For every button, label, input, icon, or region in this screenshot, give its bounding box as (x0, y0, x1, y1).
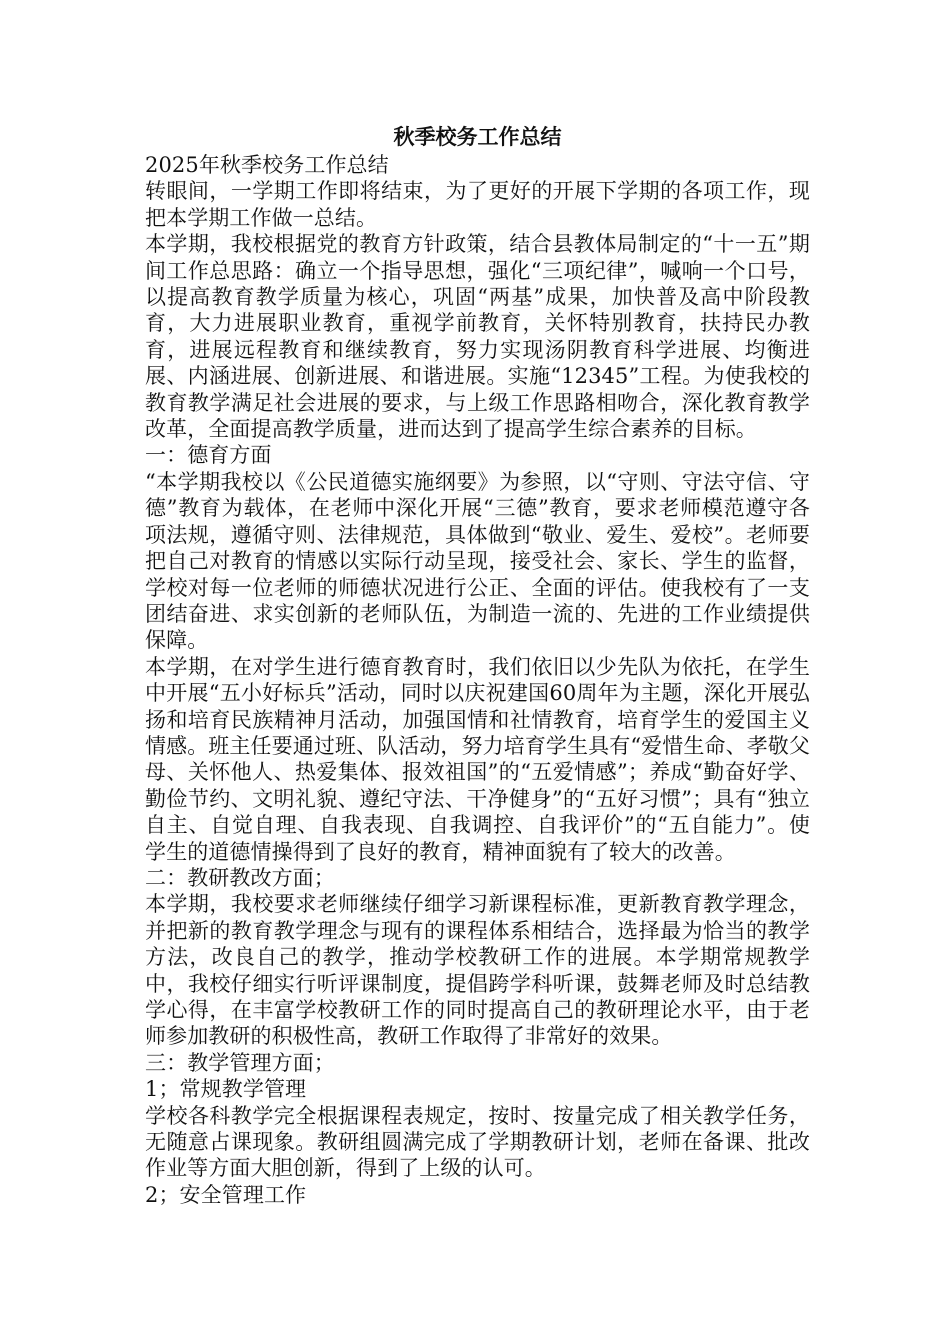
moral-paragraph-teachers: “本学期我校以《公民道德实施纲要》为参照，以“守则、守法守信、守德”教育为载体，在老师中深化开展“三德”教育，要求老师模范遵守各项法规，遵循守则、法律规范，具体做到“敬业、爱生、爱校”。老师要把自己对教育的情感以实际行动呈现，接受社会、家长、学生的监督，学校对每一位老师的师德状况进行公正、全面的评估。使我校有了一支团结奋进、求实创新的老师队伍，为制造一流的、先进的工作业绩提供保障。 (145, 469, 810, 653)
intro-paragraph: 转眼间，一学期工作即将结束，为了更好的开展下学期的各项工作，现把本学期工作做一总结。 (145, 179, 810, 230)
document-body (145, 152, 810, 1208)
section-heading-research: 二：教研教改方面； (145, 865, 335, 890)
document-page (145, 122, 810, 1208)
subtitle-line: 2025年秋季校务工作总结 (145, 153, 389, 177)
research-paragraph: 本学期，我校要求老师继续仔细学习新课程标准，更新教育教学理念，并把新的教育教学理念与现有的课程体系相结合，选择最为恰当的教学方法，改良自己的教学，推动学校教研工作的进展。本学期常规教学中，我校仔细实行听评课制度，提倡跨学科听课，鼓舞老师及时总结教学心得，在丰富学校教研工作的同时提高自己的教研理论水平，由于老师参加教研的积极性高，教研工作取得了非常好的效果。 (145, 892, 810, 1049)
routine-teaching-paragraph: 学校各科教学完全根据课程表规定，按时、按量完成了相关教学任务，无随意占课现象。教研组圆满完成了学期教研计划，老师在备课、批改作业等方面大胆创新，得到了上级的认可。 (145, 1103, 810, 1181)
document-title: 秋季校务工作总结 (393, 125, 562, 149)
section-heading-moral: 一：德育方面 (145, 443, 272, 468)
subheading-safety-management: 2；安全管理工作 (145, 1182, 307, 1207)
subheading-routine-teaching: 1；常规教学管理 (145, 1077, 307, 1102)
moral-paragraph-students: 本学期，在对学生进行德育教育时，我们依旧以少先队为依托，在学生中开展“五小好标兵”活动，同时以庆祝建国60周年为主题，深化开展弘扬和培育民族精神月活动，加强国情和社情教育，培育学生的爱国主义情感。班主任要通过班、队活动，努力培育学生具有“爱惜生命、孝敬父母、关怀他人、热爱集体、报效祖国”的“五爱情感”；养成“勤奋好学、勤俭节约、文明礼貌、遵纪守法、干净健身”的“五好习惯”；具有“独立自主、自觉自理、自我表现、自我调控、自我评价”的“五自能力”。使学生的道德情操得到了良好的教育，精神面貌有了较大的改善。 (145, 654, 810, 864)
overview-paragraph: 本学期，我校根据党的教育方针政策，结合县教体局制定的“十一五”期间工作总思路：确立一个指导思想，强化“三项纪律”，喊响一个口号，以提高教育教学质量为核心，巩固“两基”成果，加快普及高中阶段教育，大力进展职业教育，重视学前教育，关怀特别教育，扶持民办教育，进展远程教育和继续教育，努力实现汤阴教育科学进展、均衡进展、内涵进展、创新进展、和谐进展。实施“12345”工程。为使我校的教育教学满足社会进展的要求，与上级工作思路相吻合，深化教育教学改革，全面提高教学质量，进而达到了提高学生综合素养的目标。 (145, 232, 810, 442)
section-heading-management: 三：教学管理方面； (145, 1050, 335, 1075)
